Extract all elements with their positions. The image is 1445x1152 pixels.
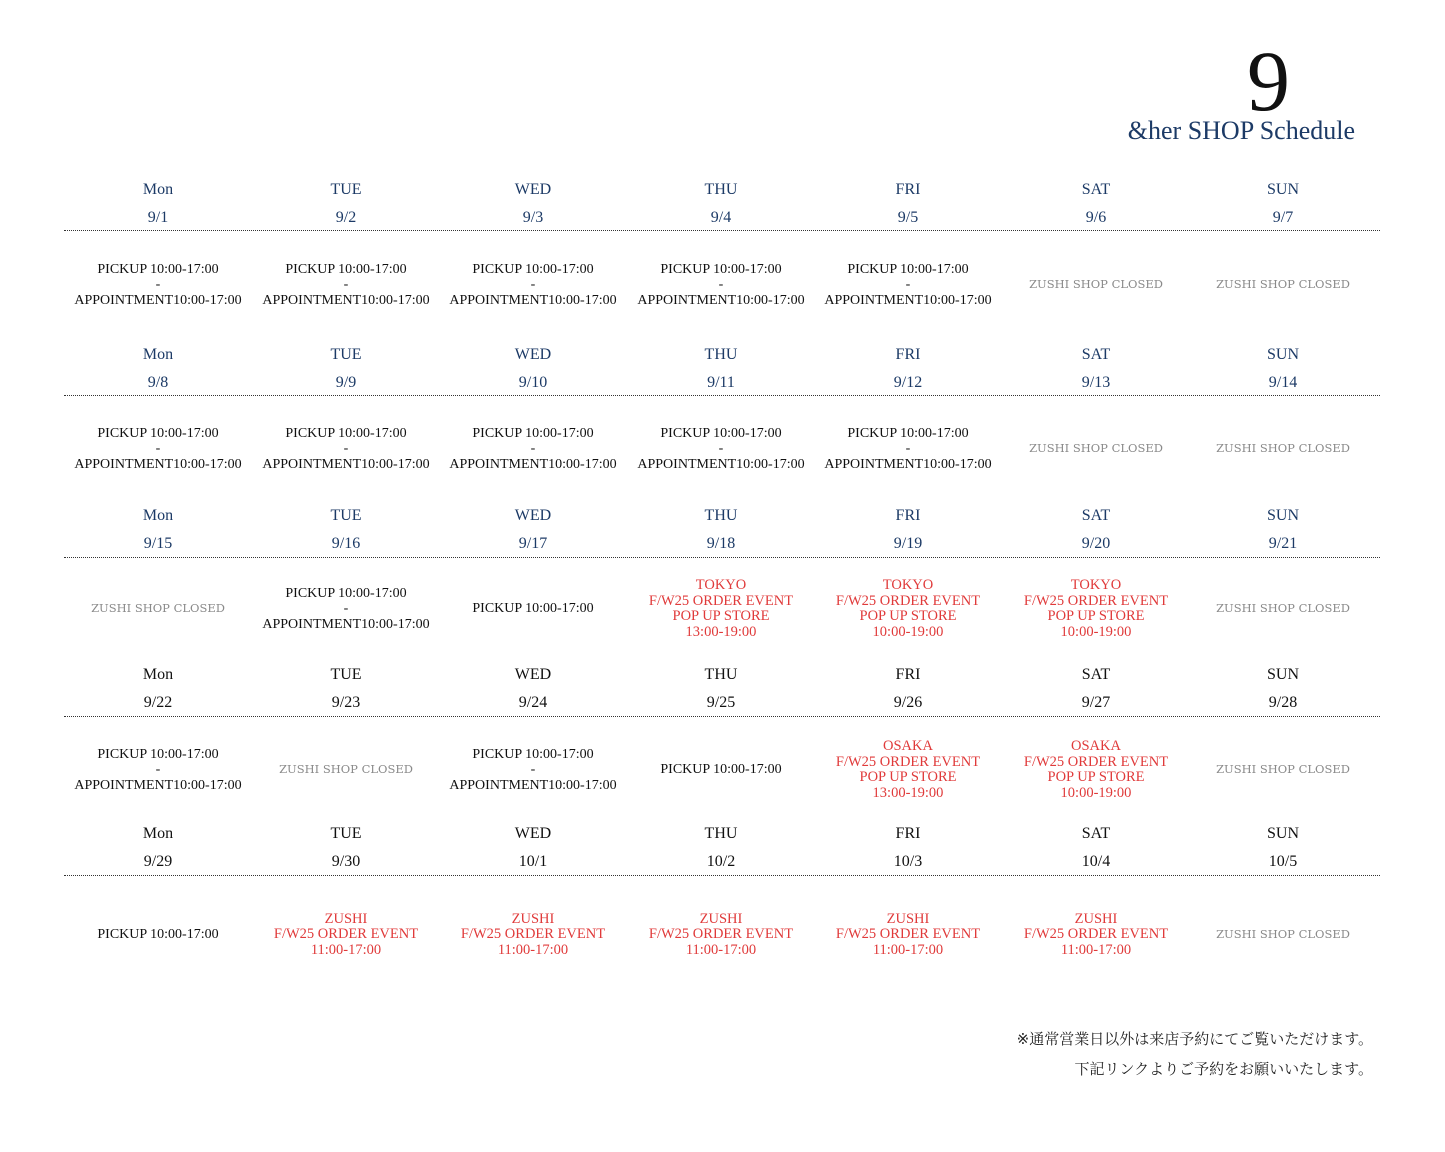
- day-of-week: WED: [514, 825, 552, 842]
- week-content: [64, 725, 1380, 815]
- day-heading: [64, 346, 252, 394]
- day-of-week: SAT: [1081, 507, 1111, 524]
- week-content: [64, 884, 1380, 986]
- day-date: 9/1: [147, 209, 169, 226]
- day-schedule-event: [814, 566, 1002, 652]
- day-heading: [439, 825, 627, 873]
- schedule-line: -: [718, 277, 724, 293]
- day-of-week: SAT: [1081, 666, 1111, 683]
- schedule-line: F/W25 ORDER EVENT: [273, 926, 419, 943]
- day-of-week: TUE: [330, 507, 362, 524]
- day-date: 9/24: [518, 694, 548, 711]
- schedule-line: PICKUP 10:00-17:00: [472, 425, 594, 441]
- day-date: 9/30: [331, 853, 361, 870]
- day-heading: [64, 507, 252, 555]
- day-heading: [1189, 346, 1377, 394]
- schedule-line: APPOINTMENT10:00-17:00: [262, 456, 430, 472]
- schedule-line: PICKUP 10:00-17:00: [285, 425, 407, 441]
- day-schedule-event: [252, 884, 440, 986]
- schedule-line: ZUSHI SHOP CLOSED: [1029, 277, 1163, 292]
- schedule-line: -: [530, 277, 536, 293]
- schedule-line: ZUSHI SHOP CLOSED: [1216, 927, 1350, 942]
- day-heading: [439, 507, 627, 555]
- schedule-line: OSAKA: [1071, 738, 1121, 754]
- day-of-week: FRI: [895, 825, 921, 842]
- day-heading: [64, 666, 252, 714]
- schedule-line: ZUSHI: [511, 910, 555, 927]
- day-of-week: THU: [704, 666, 738, 683]
- schedule-line: -: [155, 277, 161, 293]
- day-date: 9/6: [1085, 209, 1107, 226]
- day-of-week: FRI: [895, 181, 921, 198]
- day-of-week: FRI: [895, 666, 921, 683]
- schedule-line: APPOINTMENT10:00-17:00: [449, 777, 617, 793]
- day-date: 9/28: [1268, 694, 1298, 711]
- schedule-line: POP UP STORE: [1047, 769, 1145, 785]
- schedule-line: F/W25 ORDER EVENT: [648, 592, 794, 609]
- day-of-week: SAT: [1081, 346, 1111, 363]
- schedule-line: ZUSHI: [1074, 910, 1118, 927]
- schedule-line: APPOINTMENT10:00-17:00: [449, 456, 617, 472]
- schedule-line: -: [343, 277, 349, 293]
- schedule-line: APPOINTMENT10:00-17:00: [262, 292, 430, 308]
- schedule-line: F/W25 ORDER EVENT: [835, 592, 981, 609]
- day-date: 9/22: [143, 694, 173, 711]
- day-date: 9/17: [518, 535, 548, 552]
- day-of-week: Mon: [142, 825, 174, 842]
- day-schedule-open: [627, 405, 815, 493]
- day-date: 9/19: [893, 535, 923, 552]
- schedule-line: 10:00-19:00: [1060, 623, 1132, 640]
- schedule-line: -: [155, 762, 161, 778]
- schedule-line: ZUSHI: [324, 910, 368, 927]
- schedule-line: APPOINTMENT10:00-17:00: [74, 292, 242, 308]
- day-of-week: WED: [514, 181, 552, 198]
- day-heading: [1189, 666, 1377, 714]
- day-date: 9/8: [147, 374, 169, 391]
- day-heading: [627, 181, 815, 229]
- day-of-week: FRI: [895, 507, 921, 524]
- day-heading: [64, 825, 252, 873]
- week-divider: [64, 875, 1380, 876]
- schedule-line: 11:00-17:00: [685, 941, 757, 958]
- day-of-week: WED: [514, 346, 552, 363]
- day-schedule-event: [814, 725, 1002, 815]
- day-date: 9/23: [331, 694, 361, 711]
- day-schedule-open: [439, 405, 627, 493]
- schedule-line: -: [530, 441, 536, 457]
- week-content: [64, 566, 1380, 652]
- schedule-line: ZUSHI SHOP CLOSED: [1216, 441, 1350, 456]
- schedule-line: 13:00-19:00: [685, 623, 757, 640]
- day-of-week: WED: [514, 507, 552, 524]
- schedule-title: &her SHOP Schedule: [1127, 116, 1355, 145]
- day-heading: [1002, 825, 1190, 873]
- schedule-line: 11:00-17:00: [872, 941, 944, 958]
- day-heading: [439, 181, 627, 229]
- schedule-line: ZUSHI: [699, 910, 743, 927]
- day-of-week: THU: [704, 181, 738, 198]
- schedule-line: PICKUP 10:00-17:00: [472, 746, 594, 762]
- day-schedule-open: [252, 405, 440, 493]
- schedule-line: ZUSHI SHOP CLOSED: [1216, 277, 1350, 292]
- schedule-line: PICKUP 10:00-17:00: [660, 261, 782, 277]
- schedule-line: -: [905, 441, 911, 457]
- day-schedule-open: [439, 566, 627, 652]
- day-date: 9/25: [706, 694, 736, 711]
- schedule-line: 11:00-17:00: [310, 941, 382, 958]
- day-heading: [252, 666, 440, 714]
- day-heading: [252, 825, 440, 873]
- schedule-line: 10:00-19:00: [1060, 784, 1132, 801]
- week-content: [64, 240, 1380, 330]
- schedule-line: PICKUP 10:00-17:00: [97, 746, 219, 762]
- day-date: 10/1: [518, 853, 548, 870]
- day-date: 9/3: [522, 209, 544, 226]
- day-heading: [1002, 181, 1190, 229]
- schedule-line: F/W25 ORDER EVENT: [648, 926, 794, 943]
- day-schedule-open: [64, 725, 252, 815]
- day-schedule-open: [627, 240, 815, 330]
- schedule-line: POP UP STORE: [1047, 608, 1145, 624]
- day-date: 9/5: [897, 209, 919, 226]
- schedule-line: 11:00-17:00: [497, 941, 569, 958]
- day-schedule-closed: [1189, 566, 1377, 652]
- schedule-line: ZUSHI SHOP CLOSED: [1029, 441, 1163, 456]
- schedule-line: -: [343, 441, 349, 457]
- footer-note-line-2: 下記リンクよりご予約をお願いいたします。: [1074, 1060, 1373, 1078]
- schedule-line: APPOINTMENT10:00-17:00: [824, 456, 992, 472]
- schedule-line: F/W25 ORDER EVENT: [1023, 753, 1169, 770]
- day-schedule-closed: [1189, 240, 1377, 330]
- schedule-line: POP UP STORE: [859, 769, 957, 785]
- day-schedule-open: [64, 884, 252, 986]
- schedule-line: APPOINTMENT10:00-17:00: [449, 292, 617, 308]
- day-date: 9/13: [1081, 374, 1111, 391]
- footer-note: [1017, 1024, 1373, 1084]
- schedule-line: PICKUP 10:00-17:00: [97, 927, 219, 943]
- schedule-line: OSAKA: [883, 738, 933, 754]
- week-divider: [64, 230, 1380, 231]
- month-number: 9: [1247, 33, 1290, 129]
- day-schedule-closed: [64, 566, 252, 652]
- schedule-line: POP UP STORE: [859, 608, 957, 624]
- schedule-line: -: [530, 762, 536, 778]
- day-of-week: SAT: [1081, 825, 1111, 842]
- week-divider: [64, 557, 1380, 558]
- day-of-week: TUE: [330, 181, 362, 198]
- day-schedule-closed: [1189, 884, 1377, 986]
- schedule-line: -: [155, 441, 161, 457]
- schedule-line: 10:00-19:00: [872, 623, 944, 640]
- day-date: 9/26: [893, 694, 923, 711]
- day-date: 9/11: [707, 374, 735, 391]
- day-schedule-open: [439, 725, 627, 815]
- day-heading: [439, 666, 627, 714]
- day-of-week: SAT: [1081, 181, 1111, 198]
- schedule-line: -: [718, 441, 724, 457]
- day-date: 9/18: [706, 535, 736, 552]
- day-of-week: FRI: [895, 346, 921, 363]
- week-divider: [64, 395, 1380, 396]
- schedule-line: F/W25 ORDER EVENT: [1023, 592, 1169, 609]
- day-of-week: SUN: [1266, 825, 1299, 842]
- schedule-line: APPOINTMENT10:00-17:00: [824, 292, 992, 308]
- schedule-line: APPOINTMENT10:00-17:00: [637, 456, 805, 472]
- day-of-week: SUN: [1266, 181, 1299, 198]
- schedule-line: PICKUP 10:00-17:00: [660, 762, 782, 778]
- day-schedule-closed: [1189, 725, 1377, 815]
- day-schedule-event: [627, 884, 815, 986]
- schedule-line: F/W25 ORDER EVENT: [1023, 926, 1169, 943]
- day-of-week: SUN: [1266, 666, 1299, 683]
- schedule-line: PICKUP 10:00-17:00: [97, 261, 219, 277]
- schedule-line: F/W25 ORDER EVENT: [460, 926, 606, 943]
- day-schedule-event: [814, 884, 1002, 986]
- day-heading: [814, 507, 1002, 555]
- schedule-line: -: [905, 277, 911, 293]
- day-date: 9/21: [1268, 535, 1298, 552]
- day-of-week: TUE: [330, 666, 362, 683]
- schedule-line: APPOINTMENT10:00-17:00: [74, 456, 242, 472]
- schedule-line: F/W25 ORDER EVENT: [835, 926, 981, 943]
- day-schedule-closed: [1189, 405, 1377, 493]
- day-date: 10/4: [1081, 853, 1111, 870]
- schedule-line: 11:00-17:00: [1060, 941, 1132, 958]
- day-heading: [814, 666, 1002, 714]
- day-schedule-open: [439, 240, 627, 330]
- schedule-line: APPOINTMENT10:00-17:00: [74, 777, 242, 793]
- schedule-line: F/W25 ORDER EVENT: [835, 753, 981, 770]
- schedule-line: PICKUP 10:00-17:00: [472, 601, 594, 617]
- day-date: 9/20: [1081, 535, 1111, 552]
- day-schedule-closed: [1002, 405, 1190, 493]
- day-date: 9/10: [518, 374, 548, 391]
- day-heading: [252, 507, 440, 555]
- day-heading: [64, 181, 252, 229]
- day-heading: [814, 181, 1002, 229]
- schedule-line: PICKUP 10:00-17:00: [285, 261, 407, 277]
- day-heading: [627, 666, 815, 714]
- footer-note-line-1: ※通常営業日以外は来店予約にてご覧いただけます。: [1016, 1030, 1373, 1048]
- day-date: 9/12: [893, 374, 923, 391]
- day-schedule-event: [1002, 566, 1190, 652]
- schedule-line: ZUSHI SHOP CLOSED: [1216, 601, 1350, 616]
- day-heading: [439, 346, 627, 394]
- day-date: 10/3: [893, 853, 923, 870]
- day-heading: [814, 825, 1002, 873]
- schedule-line: PICKUP 10:00-17:00: [97, 425, 219, 441]
- day-of-week: SUN: [1266, 507, 1299, 524]
- schedule-line: APPOINTMENT10:00-17:00: [637, 292, 805, 308]
- day-schedule-closed: [252, 725, 440, 815]
- day-date: 9/7: [1272, 209, 1294, 226]
- day-of-week: Mon: [142, 346, 174, 363]
- schedule-line: PICKUP 10:00-17:00: [472, 261, 594, 277]
- day-of-week: Mon: [142, 507, 174, 524]
- day-schedule-event: [1002, 725, 1190, 815]
- schedule-line: 13:00-19:00: [872, 784, 944, 801]
- day-heading: [814, 346, 1002, 394]
- day-date: 9/15: [143, 535, 173, 552]
- day-heading: [1002, 666, 1190, 714]
- day-heading: [627, 507, 815, 555]
- day-heading: [1189, 825, 1377, 873]
- schedule-line: -: [343, 601, 349, 617]
- day-date: 10/5: [1268, 853, 1298, 870]
- day-schedule-open: [64, 240, 252, 330]
- day-schedule-event: [439, 884, 627, 986]
- schedule-line: TOKYO: [695, 577, 747, 593]
- day-date: 9/27: [1081, 694, 1111, 711]
- day-schedule-event: [1002, 884, 1190, 986]
- day-heading: [627, 825, 815, 873]
- day-of-week: SUN: [1266, 346, 1299, 363]
- schedule-line: ZUSHI SHOP CLOSED: [279, 762, 413, 777]
- day-of-week: THU: [704, 825, 738, 842]
- day-date: 9/4: [710, 209, 732, 226]
- schedule-line: TOKYO: [882, 577, 934, 593]
- schedule-line: ZUSHI SHOP CLOSED: [1216, 762, 1350, 777]
- day-of-week: Mon: [142, 181, 174, 198]
- day-schedule-open: [252, 566, 440, 652]
- day-heading: [252, 346, 440, 394]
- day-date: 9/2: [335, 209, 357, 226]
- schedule-line: TOKYO: [1070, 577, 1122, 593]
- day-of-week: WED: [514, 666, 552, 683]
- schedule-line: ZUSHI: [886, 910, 930, 927]
- day-schedule-closed: [1002, 240, 1190, 330]
- day-heading: [1002, 507, 1190, 555]
- day-heading: [627, 346, 815, 394]
- schedule-line: PICKUP 10:00-17:00: [847, 261, 969, 277]
- day-date: 9/9: [335, 374, 357, 391]
- day-of-week: Mon: [142, 666, 174, 683]
- schedule-line: PICKUP 10:00-17:00: [847, 425, 969, 441]
- day-schedule-open: [627, 725, 815, 815]
- day-schedule-event: [627, 566, 815, 652]
- day-date: 9/16: [331, 535, 361, 552]
- day-schedule-open: [64, 405, 252, 493]
- day-date: 9/14: [1268, 374, 1298, 391]
- day-schedule-open: [814, 240, 1002, 330]
- day-heading: [1002, 346, 1190, 394]
- day-heading: [1189, 181, 1377, 229]
- day-of-week: TUE: [330, 346, 362, 363]
- week-divider: [64, 716, 1380, 717]
- schedule-line: PICKUP 10:00-17:00: [285, 585, 407, 601]
- schedule-line: POP UP STORE: [672, 608, 770, 624]
- week-content: [64, 405, 1380, 493]
- schedule-line: PICKUP 10:00-17:00: [660, 425, 782, 441]
- day-of-week: TUE: [330, 825, 362, 842]
- day-date: 9/29: [143, 853, 173, 870]
- day-heading: [252, 181, 440, 229]
- schedule-line: APPOINTMENT10:00-17:00: [262, 616, 430, 632]
- day-of-week: THU: [704, 346, 738, 363]
- schedule-line: ZUSHI SHOP CLOSED: [91, 601, 225, 616]
- day-of-week: THU: [704, 507, 738, 524]
- day-heading: [1189, 507, 1377, 555]
- day-schedule-open: [252, 240, 440, 330]
- day-date: 10/2: [706, 853, 736, 870]
- day-schedule-open: [814, 405, 1002, 493]
